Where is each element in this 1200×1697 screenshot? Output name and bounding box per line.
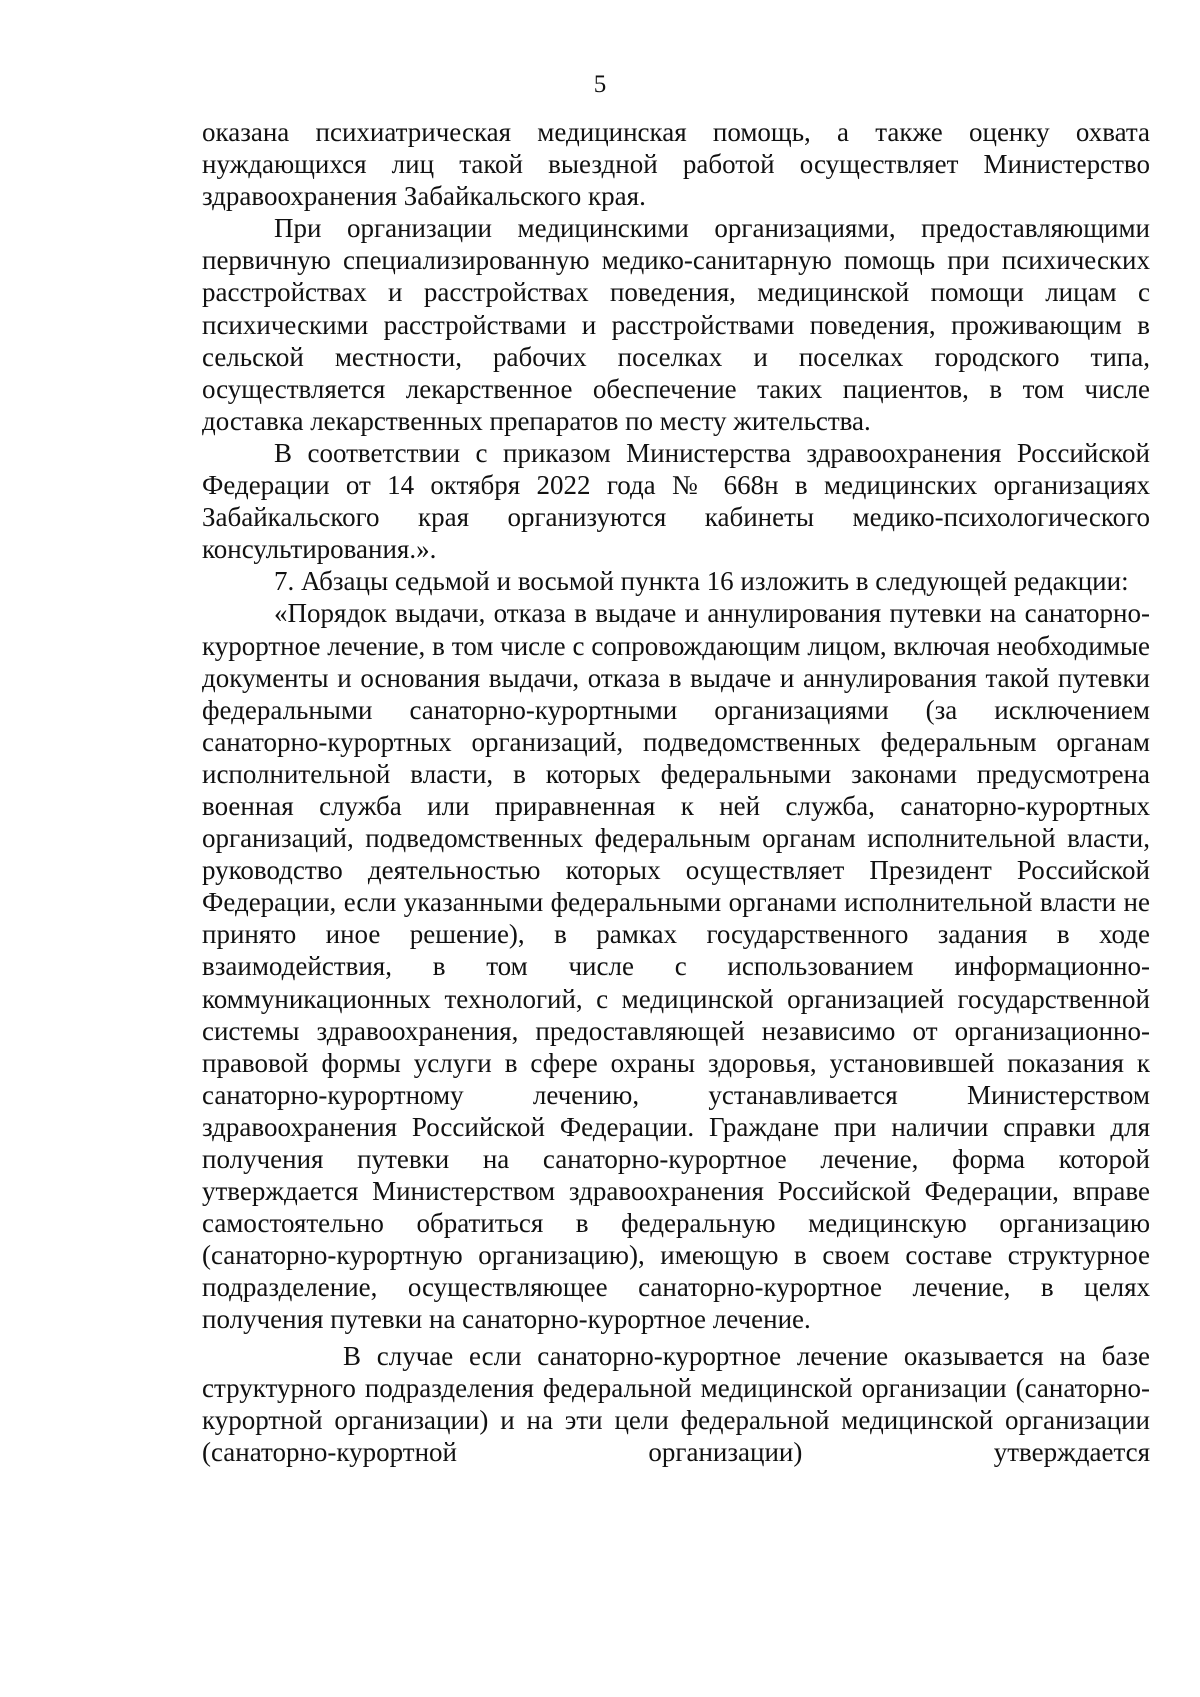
paragraph-medication-supply: При организации медицинскими организациями, предоставляющими первичную специализированную медико-санитарную помощь при психических расстройствах и расстройствах поведения, медицинской помощи лицам с психическими расстройствами и расстройствами поведения, проживающим в сельской местности, рабочих поселках и поселках городского типа, осуществляется лекарственное обеспечение таких пациентов, в том числе доставка лекарственных препаратов по месту жительства.: [202, 213, 1150, 436]
paragraph-sanatorium-voucher-procedure: «Порядок выдачи, отказа в выдаче и аннулирования путевки на санаторно-курортное лечение, в том числе с сопровождающим лицом, включая необходимые документы и основания выдачи, отказа в выдаче и аннулирования такой путевки федеральными санаторно-курортными организациями (за исключением санаторно-курортных организаций, подведомственных федеральным органам исполнительной власти, в которых федеральными законами предусмотрена военная служба или приравненная к ней служба, санаторно-курортных организаций, подведомственных федеральным органам исполнительной власти, руководство деятельностью которых осуществляет Президент Российской Федерации, если указанными федеральными органами исполнительной власти не принято иное решение), в рамках государственного задания в ходе взаимодействия, в том числе с использованием информационно-коммуникационных технологий, с медицинской организацией государственной системы здравоохранения, предоставляющей независимо от организационно-правовой формы услуги в сфере охраны здоровья, установившей показания к санаторно-курортному лечению, устанавливается Министерством здравоохранения Российской Федерации. Граждане при наличии справки для получения путевки на санаторно-курортное лечение, форма которой утверждается Министерством здравоохранения Российской Федерации, вправе самостоятельно обратиться в федеральную медицинскую организацию (санаторно-курортную организацию), имеющую в своем составе структурное подразделение, осуществляющее санаторно-курортное лечение, в целях получения путевки на санаторно-курортное лечение.: [202, 598, 1150, 1335]
paragraph-amendment-item-7: 7. Абзацы седьмой и восьмой пункта 16 изложить в следующей редакции:: [274, 566, 1129, 597]
document-body: [202, 116, 1150, 1468]
paragraph-consulting-offices: В соответствии с приказом Министерства здравоохранения Российской Федерации от 14 октября 2022 года № 668н в медицинских организациях Забайкальского края организуются кабинеты медико-психологического консультирования.».: [202, 437, 1150, 565]
page-number: 5: [593, 71, 607, 98]
paragraph-continuation: оказана психиатрическая медицинская помощь, а также оценку охвата нуждающихся лиц такой выездной работой осуществляет Министерство здравоохранения Забайкальского края.: [202, 117, 1150, 212]
paragraph-sanatorium-treatment-base: В случае если санаторно-курортное лечение оказывается на базе структурного подразделения федеральной медицинской организации (санаторно-курортной организации) и на эти цели федеральной медицинской организации (санаторно-курортной организации) утверждается: [202, 1340, 1150, 1467]
